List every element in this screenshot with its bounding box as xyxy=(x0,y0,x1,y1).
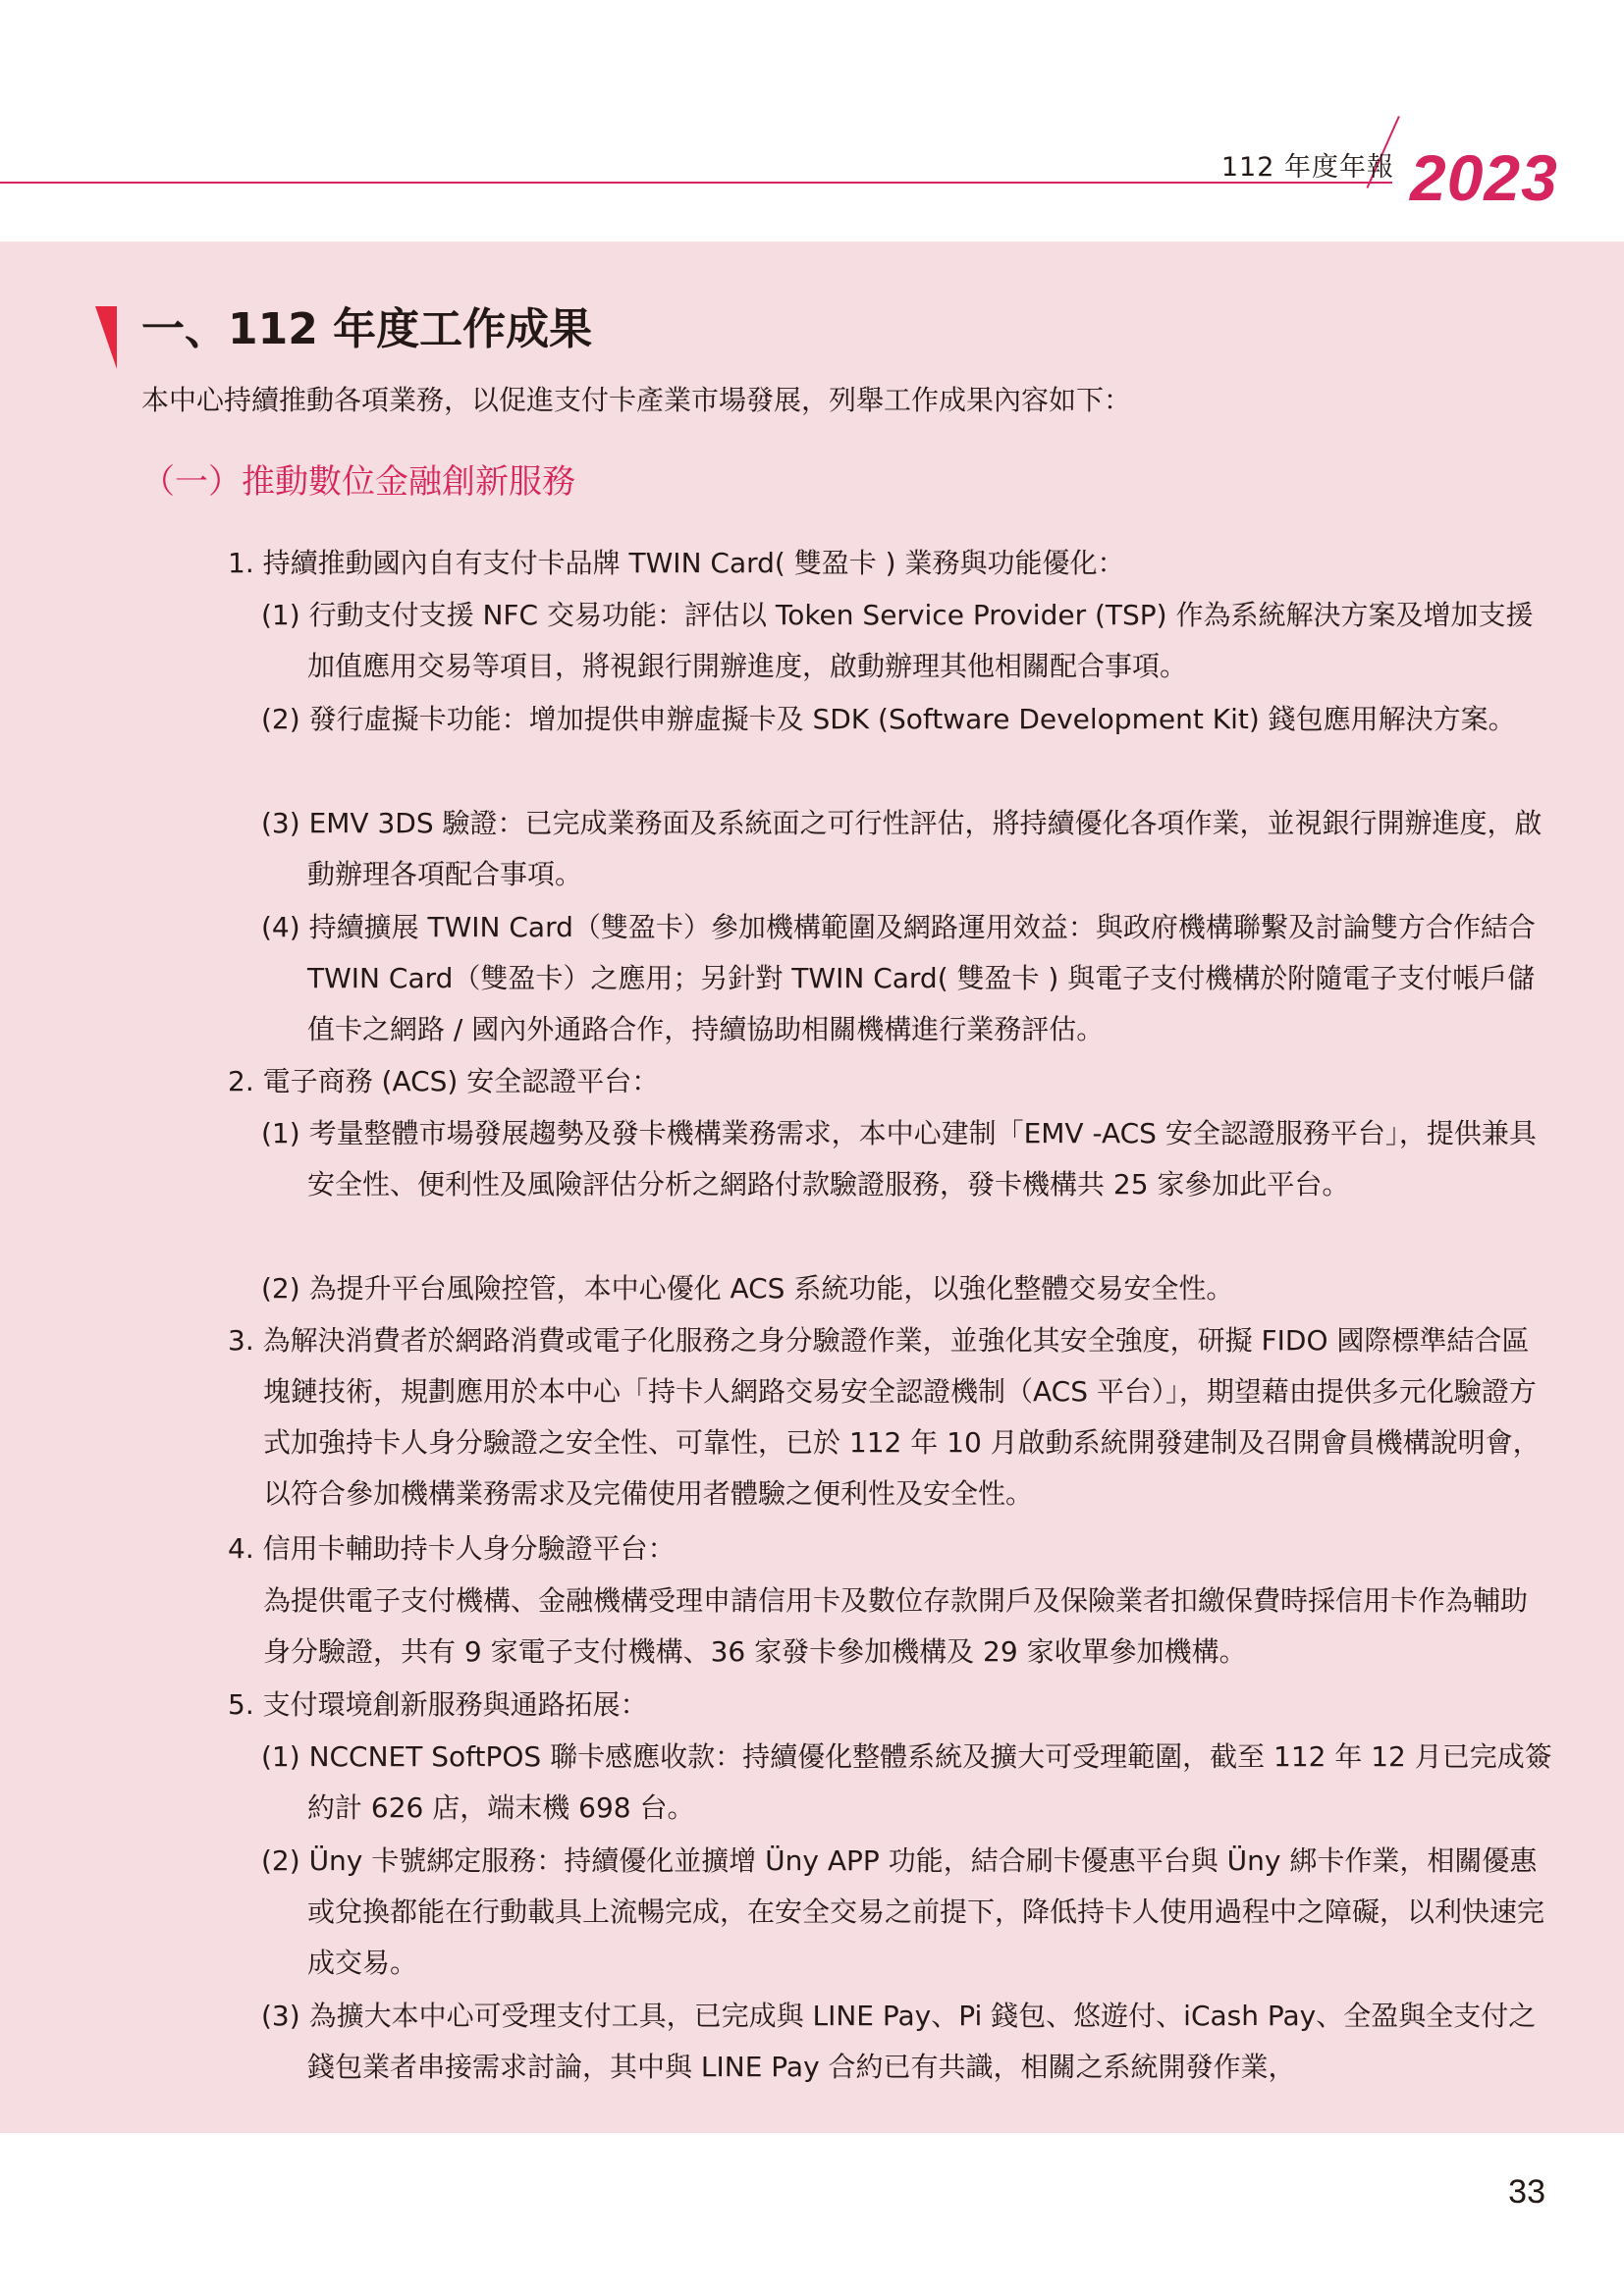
item-5-3: (3) 為擴大本中心可受理支付工具，已完成與 LINE Pay、Pi 錢包、悠遊付、iCash Pay、全盈與全支付之錢包業者串接需求討論，其中與 LINE Pay 合約已有共識，相關之系統開發作業， xyxy=(261,2000,1537,2083)
title-marker-icon xyxy=(95,306,117,369)
item-4-body: 為提供電子支付機構、金融機構受理申請信用卡及數位存款開戶及保險業者扣繳保費時採信用卡作為輔助身分驗證，共有 9 家電子支付機構、36 家發卡參加機構及 29 家收單參加機構。 xyxy=(263,1584,1529,1668)
page-title: 一、112 年度工作成果 xyxy=(141,304,593,354)
page-number: 33 xyxy=(1508,2173,1545,2211)
item-1: 1. 持續推動國內自有支付卡品牌 TWIN Card( 雙盈卡 ) 業務與功能優化： xyxy=(228,547,1125,579)
item-2-1: (1) 考量整體市場發展趨勢及發卡機構業務需求，本中心建制「EMV -ACS 安全認證服務平台」，提供兼具安全性、便利性及風險評估分析之網路付款驗證服務，發卡機構共 25 家參加此平台。 xyxy=(261,1117,1537,1201)
item-2: 2. 電子商務 (ACS) 安全認證平台： xyxy=(228,1065,660,1097)
item-5-2: (2) Üny 卡號綁定服務：持續優化並擴增 Üny APP 功能，結合刷卡優惠平台與 Üny 綁卡作業，相關優惠或兌換都能在行動載具上流暢完成，在安全交易之前提下，降低持卡人使用過程中之障礙，以利快速完成交易。 xyxy=(261,1844,1545,1979)
bottom-bar xyxy=(0,2133,1624,2296)
item-5: 5. 支付環境創新服務與通路拓展： xyxy=(228,1688,648,1721)
item-1-4: (4) 持續擴展 TWIN Card（雙盈卡）參加機構範圍及網路運用效益：與政府機構聯繫及討論雙方合作結合 TWIN Card（雙盈卡）之應用；另針對 TWIN Card( 雙盈卡 ) 與電子支付機構於附隨電子支付帳戶儲值卡之網路 / 國內外通路合作，持續協助相關機構進行業務評估。 xyxy=(261,911,1536,1045)
item-2-2: (2) 為提升平台風險控管，本中心優化 ACS 系統功能，以強化整體交易安全性。 xyxy=(261,1272,1234,1305)
item-4: 4. 信用卡輔助持卡人身分驗證平台： xyxy=(228,1532,676,1565)
item-1-3: (3) EMV 3DS 驗證：已完成業務面及系統面之可行性評估，將持續優化各項作業，並視銀行開辦進度，啟動辦理各項配合事項。 xyxy=(261,807,1543,890)
intro-text: 本中心持續推動各項業務，以促進支付卡產業市場發展，列舉工作成果內容如下： xyxy=(141,384,1132,416)
section-title: （一）推動數位金融創新服務 xyxy=(141,462,575,502)
item-3: 3. 為解決消費者於網路消費或電子化服務之身分驗證作業，並強化其安全強度，研擬 FIDO 國際標準結合區塊鏈技術，規劃應用於本中心「持卡人網路交易安全認證機制（ACS 平台）」，期望藉由提供多元化驗證方式加強持卡人身分驗證之安全性、可靠性，已於 112 年 10 月啟動系統開發建制及召開會員機構說明會，以符合參加機構業務需求及完備使用者體驗之便利性及安全性。 xyxy=(228,1324,1541,1510)
item-1-1: (1) 行動支付支援 NFC 交易功能：評估以 Token Service Provider (TSP) 作為系統解決方案及增加支援加值應用交易等項目，將視銀行開辦進度，啟動辦理其他相關配合事項。 xyxy=(261,599,1534,682)
header-rule xyxy=(0,182,1392,184)
header-label: 112 年度年報 xyxy=(1220,152,1394,183)
item-5-1: (1) NCCNET SoftPOS 聯卡感應收款：持續優化整體系統及擴大可受理範圍，截至 112 年 12 月已完成簽約計 626 店，端末機 698 台。 xyxy=(261,1740,1552,1824)
item-1-2: (2) 發行虛擬卡功能：增加提供申辦虛擬卡及 SDK (Software Development Kit) 錢包應用解決方案。 xyxy=(261,703,1516,735)
header-year: 2023 xyxy=(1410,141,1558,214)
